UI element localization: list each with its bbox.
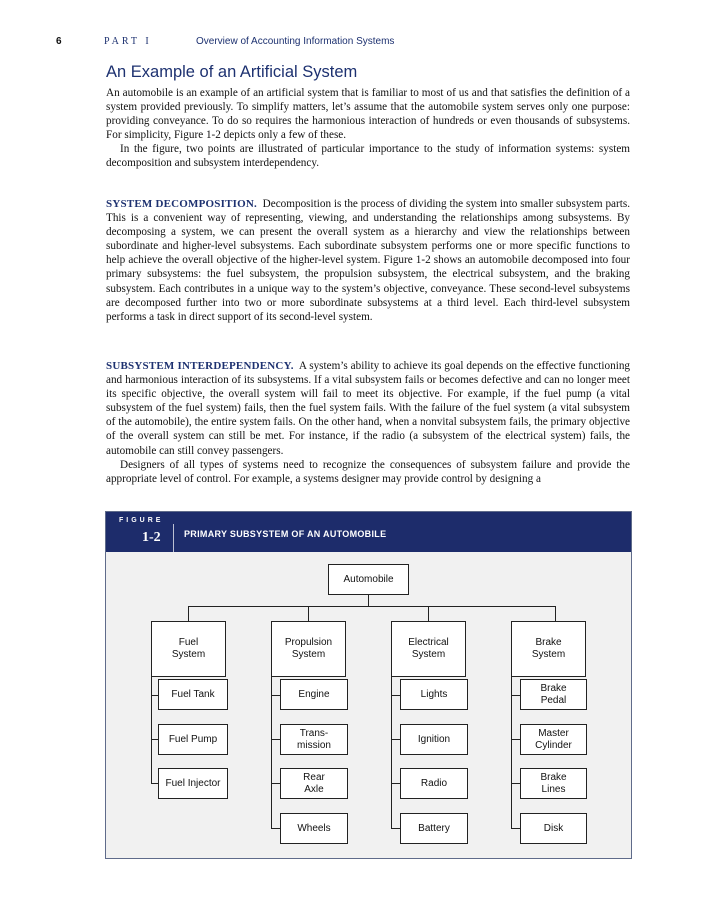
- electrical-elbow: [391, 783, 400, 784]
- propulsion-elbow: [271, 695, 280, 696]
- electrical-elbow: [391, 739, 400, 740]
- propulsion-spine: [271, 676, 272, 829]
- propulsion-elbow: [271, 828, 280, 829]
- figure-divider: [173, 524, 174, 552]
- page-number: 6: [56, 36, 62, 47]
- node-rear-axle: Rear Axle: [280, 768, 348, 799]
- interdependency-text: A system’s ability to achieve its goal depends on the effective functioning and harmonious interaction of its subsystems. If a vital subsystem fails or becomes defective and can no longer meet its specific objective, the overall system will fail to meet its objective. For example, if the fuel pump (a vital subsystem of the fuel system) fails, then the fuel system fails. With the failure of the fuel system (a vital subsystem of the automobile), the entire system fails. On the other hand, when a nonvital subsystem fails, the primary objective of the overall system can still be met. For instance, if the radio (a subsystem of the electrical system) fails, the automobile can still convey passengers.: [106, 360, 631, 457]
- interdependency-paragraph: [106, 359, 630, 458]
- node-automobile: Automobile: [328, 564, 409, 595]
- brake-spine: [511, 676, 512, 829]
- part-label: PART I: [104, 36, 152, 47]
- decomposition-text: Decomposition is the process of dividing the system into smaller subsystem parts. This is a convenient way of representing, viewing, and understanding the relationships among subsystems. By decomposing a system, we can present the overall system as a hierarchy and view the relationships between subordinate and higher-level subsystems. Each subordinate subsystem performs one or more specific functions to help achieve the overall objective of the higher-level system. Figure 1-2 shows an automobile decomposed into four primary subsystems: the fuel subsystem, the propulsion subsystem, the electrical subsystem, and the braking subsystem. Each contributes in a unique way to the system’s objective, conveyance. These second-level subsystems are decomposed further into two or more subordinate subsystems at a third level. Each third-level subsystem performs a task in direct support of its second-level system.: [106, 198, 630, 323]
- node-electrical-system: Electrical System: [391, 621, 466, 677]
- node-fuel-system: Fuel System: [151, 621, 226, 677]
- propulsion-drop: [308, 606, 309, 621]
- brake-drop: [555, 606, 556, 621]
- intro-paragraph-1: An automobile is an example of an artificial system that is familiar to most of us and that satisfies the definition of a system provided previously. To simplify matters, let’s assume that the automobile system serves only one purpose: providing conveyance. To do so requires the harmonious interaction of hundreds or even thousands of subsystems. For simplicity, Figure 1-2 depicts only a few of these.: [106, 87, 630, 142]
- node-ignition: Ignition: [400, 724, 468, 755]
- part-title: Overview of Accounting Information Systems: [196, 36, 395, 47]
- propulsion-elbow: [271, 739, 280, 740]
- brake-elbow: [511, 739, 520, 740]
- node-lights: Lights: [400, 679, 468, 710]
- node-brake-pedal: Brake Pedal: [520, 679, 587, 710]
- intro-paragraph-2: In the figure, two points are illustrated of particular importance to the study of information systems: system decomposition and subsystem interdependency.: [106, 143, 630, 170]
- electrical-elbow: [391, 695, 400, 696]
- figure-number: 1-2: [142, 530, 161, 545]
- electrical-spine: [391, 676, 392, 829]
- fuel-elbow: [151, 695, 158, 696]
- decomposition-paragraph: [106, 197, 630, 324]
- electrical-elbow: [391, 828, 400, 829]
- interdependency-section: [106, 359, 630, 486]
- decomposition-section: [106, 197, 630, 324]
- node-disk: Disk: [520, 813, 587, 844]
- node-wheels: Wheels: [280, 813, 348, 844]
- fuel-elbow: [151, 783, 158, 784]
- node-fuel-pump: Fuel Pump: [158, 724, 228, 755]
- node-fuel-injector: Fuel Injector: [158, 768, 228, 799]
- node-radio: Radio: [400, 768, 468, 799]
- node-battery: Battery: [400, 813, 468, 844]
- brake-elbow: [511, 828, 520, 829]
- figure-title-band: [106, 512, 631, 552]
- fuel-elbow: [151, 739, 158, 740]
- brake-elbow: [511, 783, 520, 784]
- root-connector: [368, 594, 369, 606]
- figure-title: PRIMARY SUBSYSTEM OF AN AUTOMOBILE: [184, 529, 387, 539]
- section-heading: An Example of an Artificial System: [106, 63, 358, 81]
- fuel-drop: [188, 606, 189, 621]
- electrical-drop: [428, 606, 429, 621]
- interdependency-paragraph-2: Designers of all types of systems need to recognize the consequences of subsystem failure and provide the appropriate level of control. For example, a systems designer may provide control by designing a: [106, 458, 630, 485]
- node-master-cylinder: Master Cylinder: [520, 724, 587, 755]
- brake-elbow: [511, 695, 520, 696]
- figure-1-2: [105, 511, 632, 859]
- node-fuel-tank: Fuel Tank: [158, 679, 228, 710]
- node-transmission: Trans- mission: [280, 724, 348, 755]
- fuel-spine: [151, 676, 152, 784]
- level2-bus: [188, 606, 555, 607]
- figure-label: FIGURE: [119, 517, 164, 524]
- interdependency-runin-heading: SUBSYSTEM INTERDEPENDENCY.: [106, 360, 294, 372]
- propulsion-elbow: [271, 783, 280, 784]
- node-brake-lines: Brake Lines: [520, 768, 587, 799]
- intro-text: [106, 86, 630, 171]
- node-engine: Engine: [280, 679, 348, 710]
- node-propulsion-system: Propulsion System: [271, 621, 346, 677]
- decomposition-runin-heading: SYSTEM DECOMPOSITION.: [106, 198, 257, 210]
- running-header: [0, 36, 719, 52]
- node-brake-system: Brake System: [511, 621, 586, 677]
